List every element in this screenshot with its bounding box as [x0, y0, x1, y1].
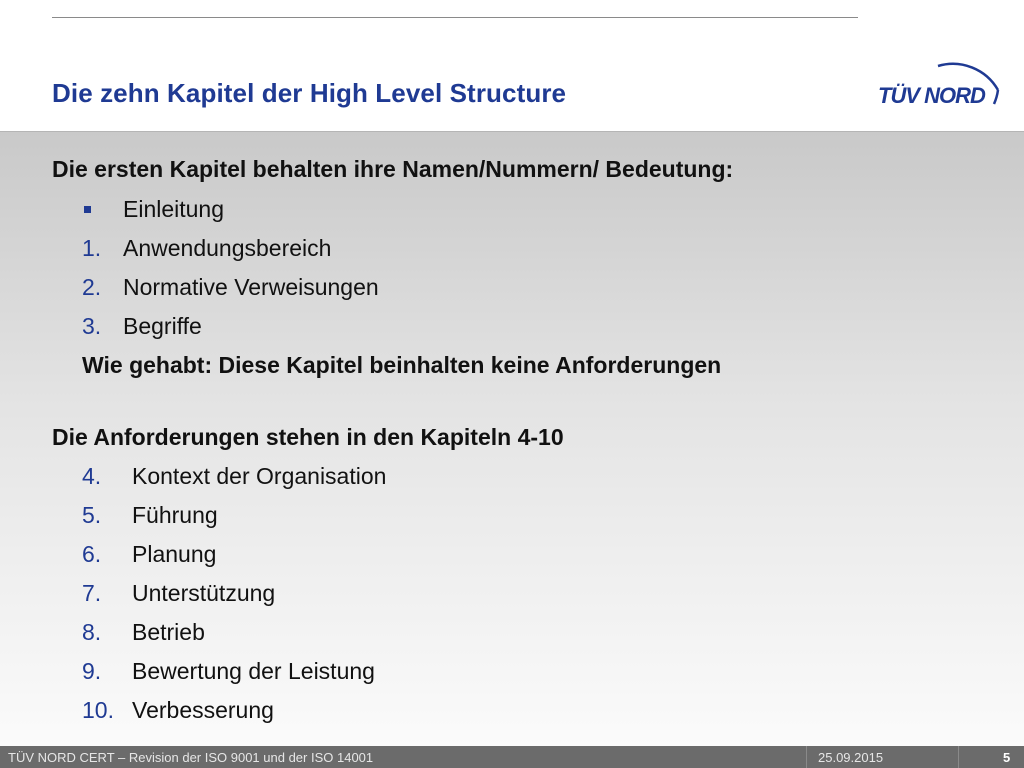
footer-divider	[806, 746, 807, 768]
list-number: 9.	[82, 658, 102, 684]
footer-title: TÜV NORD CERT – Revision der ISO 9001 und der ISO 14001	[8, 750, 374, 765]
list-item: Führung	[132, 502, 218, 528]
list-item: Planung	[132, 541, 217, 567]
list-item: Normative Verweisungen	[123, 274, 379, 300]
section2-heading: Die Anforderungen stehen in den Kapiteln 4-10	[52, 424, 564, 450]
list-item: Betrieb	[132, 619, 205, 645]
content-area	[0, 131, 1024, 747]
section1-note: Wie gehabt: Diese Kapitel beinhalten keine Anforderungen	[82, 352, 722, 378]
list-number: 3.	[82, 313, 102, 339]
list-number: 1.	[82, 235, 102, 261]
footer-bar	[0, 746, 1024, 768]
list-item: Begriffe	[123, 313, 202, 339]
slide-title: Die zehn Kapitel der High Level Structure	[52, 78, 567, 108]
list-number: 10.	[82, 697, 114, 723]
list-item: Anwendungsbereich	[123, 235, 332, 261]
list-number: 5.	[82, 502, 102, 528]
list-item-einleitung: Einleitung	[123, 196, 225, 222]
list-item: Kontext der Organisation	[132, 463, 387, 489]
list-number: 4.	[82, 463, 102, 489]
footer-date: 25.09.2015	[818, 750, 884, 765]
list-number: 6.	[82, 541, 102, 567]
list-number: 2.	[82, 274, 102, 300]
list-item: Bewertung der Leistung	[132, 658, 375, 684]
square-bullet-icon	[84, 206, 91, 213]
list-item: Verbesserung	[132, 697, 274, 723]
page-number: 5	[1003, 750, 1011, 765]
section1-heading: Die ersten Kapitel behalten ihre Namen/Nummern/ Bedeutung:	[52, 156, 734, 182]
list-number: 7.	[82, 580, 102, 606]
top-rule	[52, 17, 858, 18]
footer-divider	[958, 746, 959, 768]
tuv-nord-logo	[876, 46, 1006, 116]
list-number: 8.	[82, 619, 102, 645]
logo-wordmark: TÜV NORD	[878, 83, 985, 108]
list-item: Unterstützung	[132, 580, 276, 606]
